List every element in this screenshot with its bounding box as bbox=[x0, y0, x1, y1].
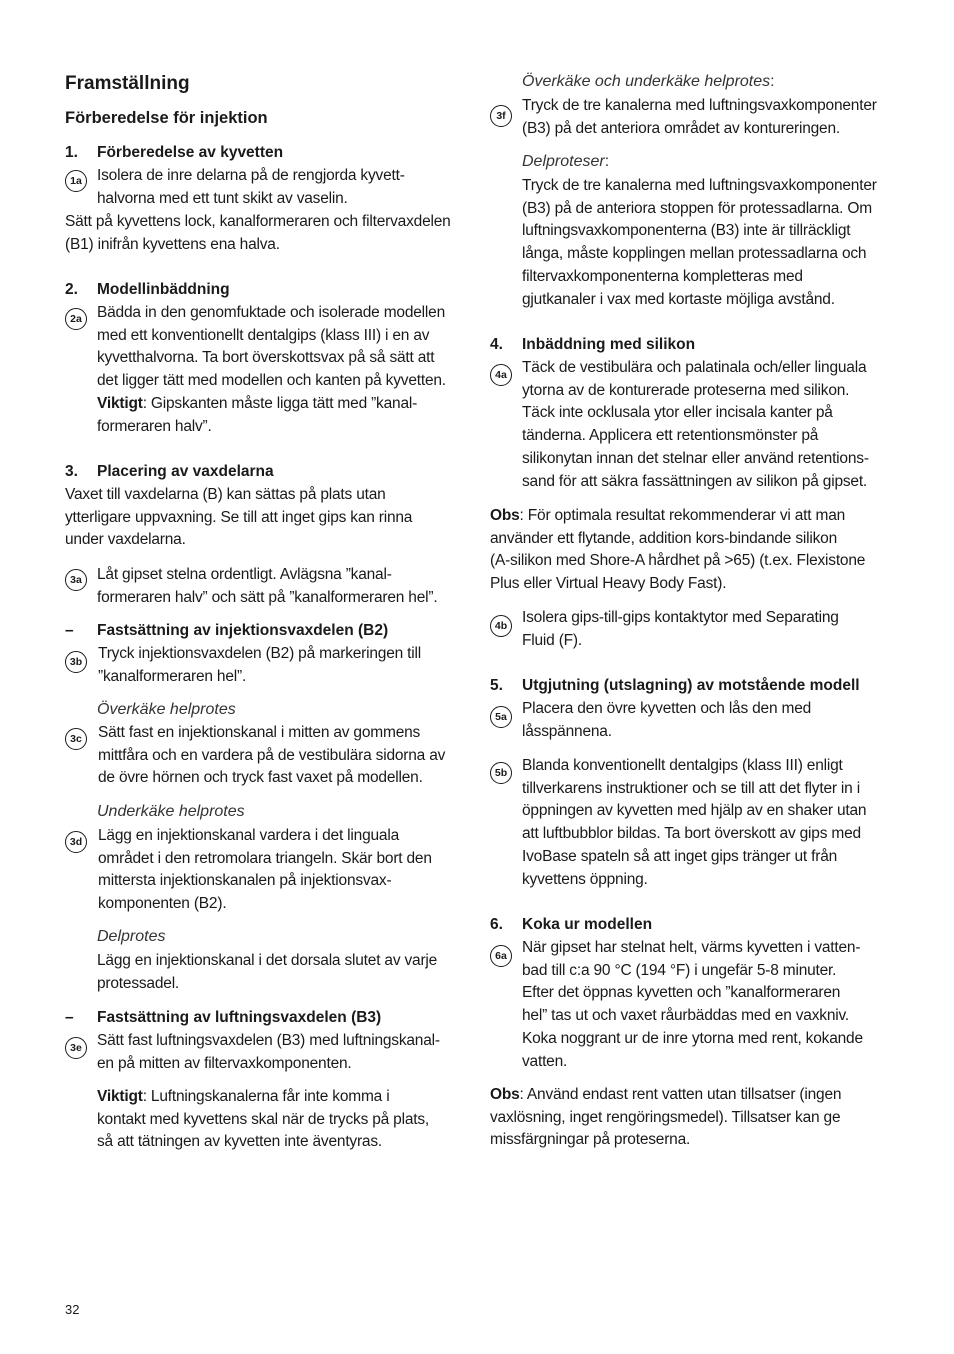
step-3a-text: Låt gipset stelna ordentligt. Avlägsna ”kanal- formeraren halv” och sätt på ”kanalformeraren hel”. bbox=[97, 566, 438, 606]
obs-note-water: Obs: Använd endast rent vatten utan tillsatser (ingen vaxlösning, inget rengöringsmedel). Tillsatser kan ge missfärgningar på proteserna. bbox=[490, 1086, 842, 1149]
section-1-paragraph: Sätt på kyvettens lock, kanalformeraren och filtervaxdelen (B1) inifrån kyvettens ena halva. bbox=[65, 213, 451, 253]
step-badge-5a: 5a bbox=[490, 706, 512, 728]
step-3e-text: Sätt fast luftningsvaxdelen (B3) med luftningskanal- en på mitten av filtervaxkomponenten. bbox=[97, 1032, 440, 1072]
step-4a-text: Täck de vestibulära och palatinala och/eller linguala ytorna av de konturerade proteserna med silikon. Täck inte ocklusala ytor eller incisala kanter på tänderna. Applicera ett retentionsmönster på silikonytan innan det stelnar eller använd retentions- sand för att säkra fassättningen av silikon på gipset. bbox=[522, 359, 869, 490]
step-badge-4b: 4b bbox=[490, 615, 512, 637]
delproteser-text: Tryck de tre kanalerna med luftningsvaxkomponenter (B3) på de anteriora stoppen för protessadlarna. Om luftningsvaxkomponenterna (B3) inte är tillräckligt långa, måste kopplingen mellan protessadlarna och filtervaxkomponenterna kompletteras med gjutkanaler i vax med kortaste möjliga avstånd. bbox=[522, 177, 877, 308]
page-number: 32 bbox=[65, 1302, 80, 1317]
section-number: 1. bbox=[65, 144, 78, 161]
step-4b-text: Isolera gips-till-gips kontaktytor med Separating Fluid (F). bbox=[522, 609, 839, 649]
step-badge-5b: 5b bbox=[490, 762, 512, 784]
italic-heading-delprotes: Delprotes bbox=[97, 928, 166, 945]
step-badge-3b: 3b bbox=[65, 651, 87, 673]
step-badge-3f: 3f bbox=[490, 105, 512, 127]
step-badge-6a: 6a bbox=[490, 945, 512, 967]
section-3-intro: Vaxet till vaxdelarna (B) kan sättas på plats utan ytterligare uppvaxning. Se till att inget gips kan rinna under vaxdelarna. bbox=[65, 486, 413, 549]
step-badge-1a: 1a bbox=[65, 170, 87, 192]
step-badge-3e: 3e bbox=[65, 1037, 87, 1059]
step-3c-text: Sätt fast en injektionskanal i mitten av gommens mittfåra och en vardera på de vestibulära sidorna av de övre hörnen och tryck fast vaxet på modellen. bbox=[98, 724, 446, 787]
subtitle: Förberedelse för injektion bbox=[65, 109, 268, 127]
step-5a-text: Placera den övre kyvetten och lås den med låsspännena. bbox=[522, 700, 812, 740]
step-3d-text: Lägg en injektionskanal vardera i det linguala området i den retromolara triangeln. Skär bort den mittersta injektionskanalen på injektionsvax- komponenten (B2). bbox=[98, 827, 432, 913]
step-5b-text: Blanda konventionellt dentalgips (klass III) enligt tillverkarens instruktioner och se till att det flyter in i öppningen av kyvetten med hjälp av en shaker utan att luftbubblor bildas. Ta bort överskott av gips med IvoBase spateln så att inget gips tränger ut från kyvettens öppning. bbox=[522, 757, 867, 888]
step-badge-2a: 2a bbox=[65, 308, 87, 330]
delprotes-text: Lägg en injektionskanal i det dorsala slutet av varje protessadel. bbox=[97, 952, 438, 992]
italic-heading-over-under: Överkäke och underkäke helprotes: bbox=[522, 73, 775, 90]
step-badge-4a: 4a bbox=[490, 364, 512, 386]
important-note-b3: Viktigt: Luftningskanalerna får inte komma i kontakt med kyvettens skal när de trycks på plats, så att tätningen av kyvetten inte äventyras. bbox=[97, 1088, 430, 1151]
page-title: Framställning bbox=[65, 73, 190, 94]
step-badge-3c: 3c bbox=[65, 728, 87, 750]
step-3f-text: Tryck de tre kanalerna med luftningsvaxkomponenter (B3) på det anteriora området av kontureringen. bbox=[522, 97, 877, 137]
important-label: Viktigt bbox=[97, 394, 143, 412]
step-badge-3d: 3d bbox=[65, 831, 87, 853]
italic-heading-underkake: Underkäke helprotes bbox=[97, 803, 245, 820]
section-title: Förberedelse av kyvetten bbox=[97, 144, 284, 161]
step-1a-text: Isolera de inre delarna på de rengjorda kyvett- halvorna med ett tunt skikt av vaselin. bbox=[97, 167, 405, 207]
important-label: Viktigt bbox=[97, 1088, 143, 1105]
step-badge-3a: 3a bbox=[65, 569, 87, 591]
obs-note-silikon: Obs: För optimala resultat rekommenderar vi att man använder ett flytande, addition kors-bindande silikon (A-silikon med Shore-A hårdhet på >65) (t.ex. Flexistone Plus eller Virtual Heavy Body Fast). bbox=[490, 507, 866, 593]
italic-heading-overkake: Överkäke helprotes bbox=[97, 701, 236, 718]
step-2a-text: Bädda in den genomfuktade och isolerade modellen med ett konventionellt dentalgips (klass III) i en av kyvetthalvorna. Ta bort överskottsvax på så sätt att det ligger tätt med modellen och kanten på kyvetten. Viktigt: Gipskanten måste ligga tätt med ”kanal- formeraren halv”. bbox=[97, 304, 446, 435]
obs-label: Obs bbox=[490, 1086, 520, 1103]
step-6a-text: När gipset har stelnat helt, värms kyvetten i vatten- bad till c:a 90 °C (194 °F) i ungefär 5-8 minuter. Efter det öppnas kyvetten och ”kanalformeraren hel” tas ut och vaxet råurbäddas med en vaxkniv. Koka noggrant ur de inre ytorna med rent, kokande vatten. bbox=[522, 939, 863, 1070]
step-3b-text: Tryck injektionsvaxdelen (B2) på markeringen till ”kanalformeraren hel”. bbox=[98, 645, 422, 685]
obs-label: Obs bbox=[490, 507, 520, 524]
italic-heading-delproteser: Delproteser: bbox=[522, 153, 610, 170]
